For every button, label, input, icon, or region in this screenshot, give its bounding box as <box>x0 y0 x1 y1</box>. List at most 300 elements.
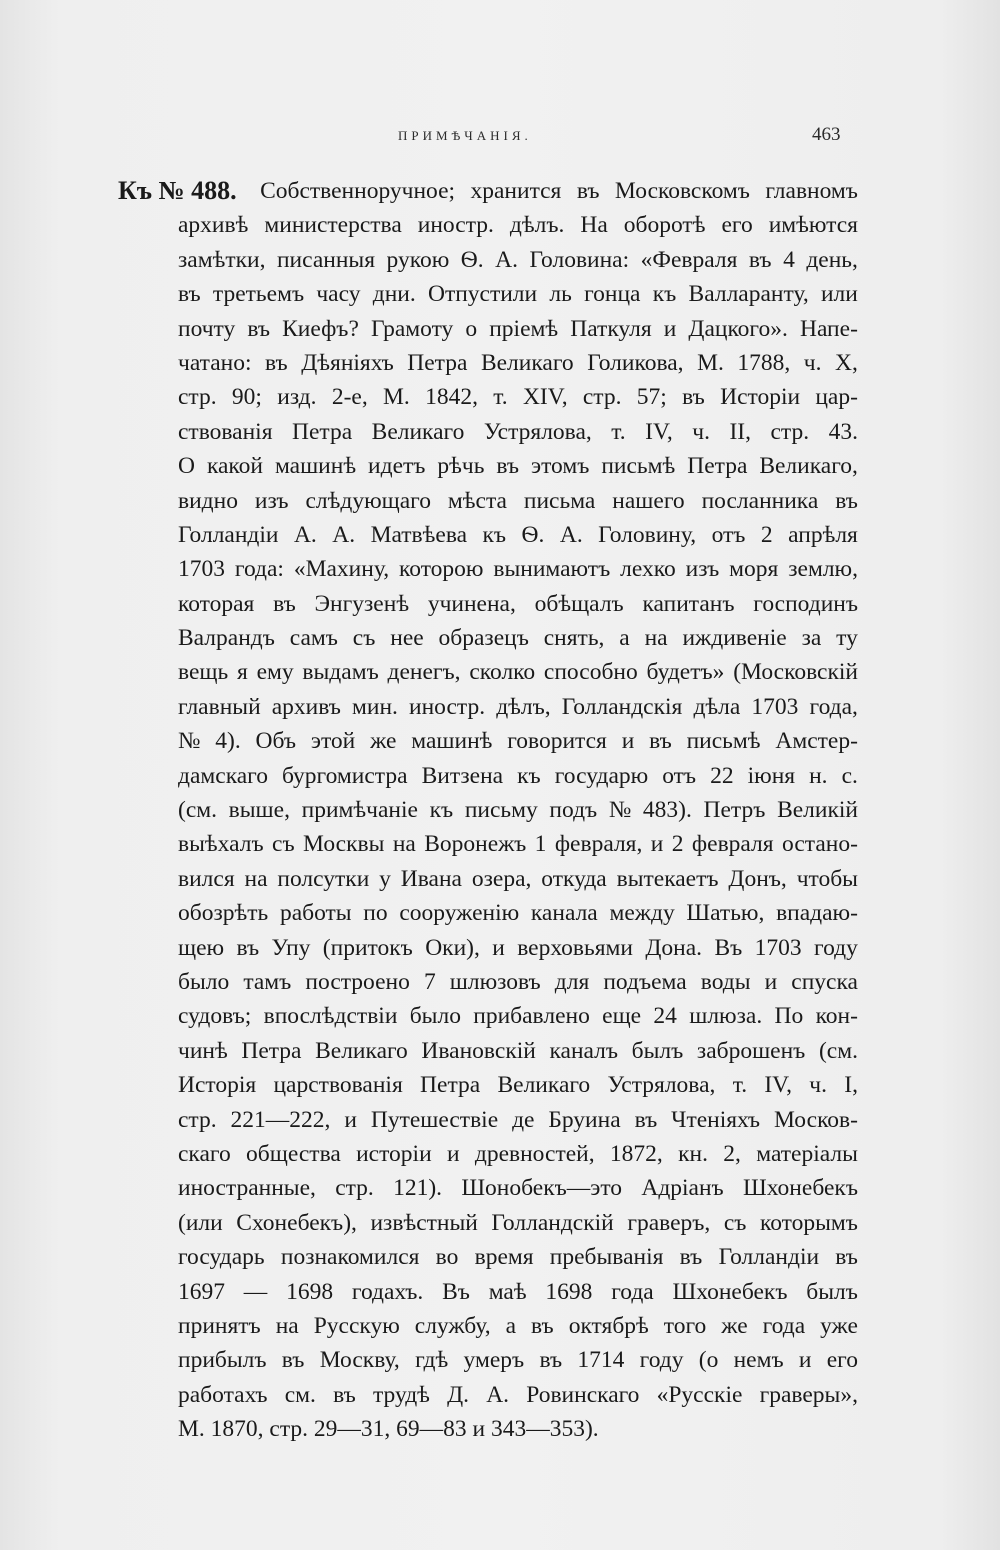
note-word: Отпустили <box>427 281 538 308</box>
note-word: 2-е, <box>331 384 368 411</box>
note-word: между <box>609 900 675 927</box>
note-word: ч. <box>692 418 710 445</box>
note-word: царствованія <box>273 1072 403 1099</box>
note-word: снять, <box>543 625 605 652</box>
note-word: рукою <box>386 246 450 273</box>
note-line <box>118 793 858 827</box>
note-word: стр. <box>582 384 622 411</box>
note-word: въ <box>649 728 672 755</box>
note-word: землю, <box>788 556 858 583</box>
note-word: Валрандъ <box>178 625 275 652</box>
note-word: къ <box>652 281 677 308</box>
note-word: трудѣ <box>372 1381 430 1408</box>
note-word: Голикова, <box>587 349 684 376</box>
note-word: Великаго, <box>759 453 858 480</box>
note-word: извѣстный <box>370 1209 478 1236</box>
note-word: машинѣ <box>411 728 493 755</box>
note-word: въ <box>835 1244 858 1271</box>
note-word: Ивановскій <box>421 1037 536 1064</box>
note-word: прибылъ <box>178 1347 267 1374</box>
page-number: 463 <box>812 124 841 145</box>
note-word: (или <box>178 1209 223 1236</box>
note-line <box>118 1240 858 1274</box>
note-word: было <box>409 1003 461 1030</box>
note-word: О <box>178 453 195 480</box>
note-word: въ <box>539 1347 563 1374</box>
note-word: чтобы <box>796 865 858 892</box>
note-line <box>118 380 858 414</box>
note-word: 1714 <box>577 1347 625 1374</box>
note-word: уже <box>820 1312 858 1339</box>
note-word: оборотѣ <box>623 212 706 239</box>
note-word: По <box>774 1003 804 1030</box>
note-word: Устрялова, <box>483 418 592 445</box>
note-word: посланника <box>701 487 819 514</box>
note-word: и <box>650 831 664 858</box>
note-line <box>118 1309 858 1343</box>
note-word: 1703 <box>754 934 802 961</box>
note-word: въ <box>634 1106 658 1133</box>
note-word: Устрялова, <box>607 1072 716 1099</box>
note-word: Д. <box>447 1381 470 1408</box>
note-word: день, <box>806 246 858 273</box>
note-word: ч. <box>803 349 822 376</box>
note-word: министерства <box>264 212 402 239</box>
note-word: Ровинскаго <box>526 1381 640 1408</box>
note-word: Дѣяніяхъ <box>301 349 394 376</box>
note-word: Голландскія <box>561 693 683 720</box>
note-word: будетъ» <box>646 659 725 686</box>
note-word: бургомистра <box>282 762 408 789</box>
note-word: чинѣ <box>178 1037 228 1064</box>
note-word: съ <box>723 1209 747 1236</box>
note-line <box>118 690 858 724</box>
note-word: А. <box>332 521 356 548</box>
page-header <box>0 124 1000 154</box>
note-word: года <box>762 1312 806 1339</box>
note-word: архивъ <box>271 693 341 720</box>
note-word: слѣдующаго <box>305 487 431 514</box>
note-word: въ <box>333 1381 356 1408</box>
note-word: Шонобекъ—это <box>461 1175 623 1202</box>
note-word: 4). <box>215 728 241 755</box>
note-word: въ <box>265 349 288 376</box>
note-word: А. <box>495 246 518 273</box>
note-line-text: М. 1870, стр. 29—31, 69—83 и 343—353). <box>178 1416 599 1443</box>
note-word: въ <box>682 384 705 411</box>
note-line <box>118 484 858 518</box>
note-word: IV, <box>764 1072 793 1099</box>
note-word: А. <box>559 521 583 548</box>
note-word: былъ <box>806 1278 858 1305</box>
note-word: годахъ. <box>351 1278 424 1305</box>
note-word: тамъ <box>243 968 292 995</box>
note-word: года: <box>234 556 284 583</box>
note-word: I, <box>844 1072 858 1099</box>
note-word: 57; <box>636 384 667 411</box>
note-word: дѣла <box>693 693 741 720</box>
note-word: къ <box>517 762 541 789</box>
note-word: и <box>663 315 677 342</box>
note-word: На <box>580 212 608 239</box>
note-word: 221—222, <box>230 1106 331 1133</box>
note-word: Петръ <box>703 797 766 824</box>
note-word: 1872, <box>609 1140 663 1167</box>
note-word: Паткуля <box>570 315 652 342</box>
note-line <box>118 449 858 483</box>
note-line <box>118 1171 858 1205</box>
note-word: былъ <box>631 1037 684 1064</box>
note-word: же <box>370 728 397 755</box>
note-word: капитанъ <box>642 590 735 617</box>
note-word: ствованія <box>178 418 273 445</box>
note-word: способно <box>543 659 638 686</box>
note-word: образецъ <box>438 625 529 652</box>
note-word: іюня <box>747 762 796 789</box>
note-word: 2 <box>760 521 773 548</box>
note-word: года <box>611 1278 654 1305</box>
note-word: вытекаетъ <box>616 865 719 892</box>
note-word: мѣста <box>447 487 507 514</box>
note-line <box>118 1412 858 1446</box>
note-word: самъ <box>289 625 338 652</box>
note-word: февраля <box>691 831 774 858</box>
note-line <box>118 1103 858 1137</box>
note-word: о <box>465 315 478 342</box>
note-line <box>118 1137 858 1171</box>
note-body <box>118 174 858 1446</box>
note-word: дѣлъ. <box>509 212 565 239</box>
note-word: пребыванія <box>549 1244 664 1271</box>
note-word: дѣлъ, <box>496 693 551 720</box>
note-word: 1697 <box>178 1278 225 1305</box>
note-word: у <box>379 865 391 892</box>
note-word: которою <box>399 556 484 583</box>
note-word: этой <box>310 728 356 755</box>
note-word: въ <box>496 453 520 480</box>
note-word: и <box>446 1140 460 1167</box>
note-word: какой <box>206 453 263 480</box>
note-word: съ <box>352 625 376 652</box>
note-word: немъ <box>733 1347 784 1374</box>
note-line <box>118 1034 858 1068</box>
note-line <box>118 1275 858 1309</box>
note-word: подъ <box>549 797 598 824</box>
note-word: которымъ <box>760 1209 858 1236</box>
note-word: древностей, <box>474 1140 595 1167</box>
note-word: хранится <box>470 178 562 204</box>
note-word: этомъ <box>531 453 590 480</box>
note-word: Бруина <box>548 1106 621 1133</box>
note-word: см. <box>284 1381 316 1408</box>
note-word: т. <box>732 1072 748 1099</box>
note-word: 43. <box>828 418 858 445</box>
note-word: въ <box>178 281 201 308</box>
note-line <box>118 346 858 380</box>
note-word: его <box>826 1347 858 1374</box>
note-word: шлюзовъ <box>449 968 541 995</box>
note-line <box>118 931 858 965</box>
note-word: сооруженію <box>399 900 520 927</box>
note-word: № <box>608 797 632 824</box>
note-word: рѣчь <box>437 453 485 480</box>
note-line <box>118 724 858 758</box>
note-word: Въ <box>714 934 743 961</box>
note-line <box>118 621 858 655</box>
note-word: судовъ; <box>178 1003 252 1030</box>
note-word: въ <box>679 1244 703 1271</box>
note-word: Витзена <box>421 762 504 789</box>
note-word: познакомился <box>280 1244 420 1271</box>
note-word: пріемѣ <box>489 315 559 342</box>
note-word: Чтеніяхъ <box>671 1106 761 1133</box>
note-line <box>118 277 858 311</box>
note-word: принятъ <box>178 1312 261 1339</box>
note-word: за <box>801 625 822 652</box>
note-word: Головина: <box>529 246 630 273</box>
note-word: умеръ <box>463 1347 525 1374</box>
note-word: видно <box>178 487 238 514</box>
note-word: Голландіи <box>718 1244 820 1271</box>
note-line <box>118 587 858 621</box>
note-word: озера, <box>471 865 532 892</box>
note-word: было <box>178 968 230 995</box>
note-line <box>118 243 858 277</box>
note-line <box>118 999 858 1033</box>
note-word: съ <box>272 831 295 858</box>
note-word: 121). <box>393 1175 443 1202</box>
note-word: каналъ <box>549 1037 619 1064</box>
note-word: Русскую <box>313 1312 400 1339</box>
note-word: во <box>435 1244 459 1271</box>
note-word: и <box>344 1106 357 1133</box>
note-word: Московскомъ <box>614 178 750 204</box>
note-word: иностр. <box>417 212 494 239</box>
note-word: и <box>492 934 505 961</box>
note-word: Напе- <box>799 315 858 342</box>
note-word: Петра <box>407 349 468 376</box>
note-line <box>118 965 858 999</box>
note-word: еще <box>602 1003 642 1030</box>
note-word: А. <box>293 521 317 548</box>
note-word: спуска <box>791 968 858 995</box>
note-word: въ <box>247 315 271 342</box>
note-word: обозрѣть <box>178 900 269 927</box>
note-word: письма <box>523 487 596 514</box>
note-word: полсутки <box>277 865 370 892</box>
note-word: Оки), <box>425 934 480 961</box>
note-line <box>118 655 858 689</box>
note-word: а <box>505 1312 517 1339</box>
note-word: Великаго <box>480 349 574 376</box>
note-word: ту <box>836 625 858 652</box>
running-head: ПРИМѢЧАНІЯ. <box>398 128 532 143</box>
note-word: верховьями <box>517 934 634 961</box>
note-word: 7 <box>423 968 436 995</box>
note-word: дамскаго <box>178 762 268 789</box>
note-word: 90; <box>231 384 262 411</box>
note-word: господинъ <box>753 590 858 617</box>
note-word: стр. <box>178 1106 217 1133</box>
note-word: иждивеніе <box>682 625 787 652</box>
note-word: письмѣ <box>601 453 676 480</box>
note-word: XIV, <box>522 384 568 411</box>
note-word: Ѳ. <box>521 521 545 548</box>
note-word: цар- <box>815 384 858 411</box>
note-word: главный <box>178 693 261 720</box>
note-word: X, <box>835 349 858 376</box>
note-word: въ <box>236 934 260 961</box>
note-word: письму <box>464 797 538 824</box>
note-line <box>118 1378 858 1412</box>
note-word: на <box>244 865 268 892</box>
note-word: Дона. <box>645 934 703 961</box>
note-word: Москвы <box>303 831 385 858</box>
note-word: изъ <box>685 556 720 583</box>
note-word: т. <box>611 418 626 445</box>
note-word: въ <box>576 178 600 204</box>
note-word: (притокъ <box>322 934 413 961</box>
note-word: Петра <box>687 453 748 480</box>
note-line <box>118 827 858 861</box>
note-word: обѣщалъ <box>534 590 624 617</box>
note-word: мин. <box>352 693 398 720</box>
note-word: ль <box>549 281 572 308</box>
note-word: отъ <box>711 521 746 548</box>
note-word: на <box>392 831 416 858</box>
note-word: работахъ <box>178 1381 268 1408</box>
note-word: 1703 <box>178 556 225 583</box>
note-word: Головину, <box>598 521 697 548</box>
note-word: Великаго <box>315 1037 408 1064</box>
note-line <box>118 552 858 586</box>
note-word: Объ <box>255 728 297 755</box>
note-word: канала <box>530 900 598 927</box>
note-word: щею <box>178 934 225 961</box>
note-word: примѣчаніе <box>301 797 418 824</box>
note-word: (о <box>698 1347 719 1374</box>
note-word: 22 <box>710 762 734 789</box>
note-word: н. <box>809 762 828 789</box>
note-word: Великаго <box>371 418 465 445</box>
note-word: выше, <box>228 797 290 824</box>
note-word: прибавлено <box>473 1003 590 1030</box>
note-word: государю <box>554 762 649 789</box>
note-word: говорится <box>507 728 607 755</box>
note-word: «Русскіе <box>656 1381 743 1408</box>
note-word: гдѣ <box>415 1347 449 1374</box>
note-word: работы <box>279 900 352 927</box>
note-word: для <box>554 968 590 995</box>
note-word: по <box>363 900 388 927</box>
note-word: общества <box>246 1140 341 1167</box>
note-word: стр. <box>178 384 217 411</box>
note-line <box>118 759 858 793</box>
note-word: 483). <box>642 797 692 824</box>
note-word: я <box>236 659 248 686</box>
note-word: Великаго <box>497 1072 591 1099</box>
note-word: кон- <box>815 1003 858 1030</box>
note-word: отъ <box>662 762 697 789</box>
note-word: Голландскій <box>491 1209 614 1236</box>
note-word: время <box>474 1244 534 1271</box>
note-word: Упу <box>271 934 311 961</box>
note-line <box>118 1343 858 1377</box>
note-word: Исторіи <box>720 384 801 411</box>
note-word: нее <box>390 625 424 652</box>
note-word: главномъ <box>765 178 858 204</box>
note-word: выдамъ <box>302 659 379 686</box>
note-word: Шхонебекъ <box>672 1278 788 1305</box>
note-word: къ <box>482 521 507 548</box>
note-word: октябрѣ <box>568 1312 649 1339</box>
note-word: с. <box>841 762 858 789</box>
note-word: подъема <box>603 968 687 995</box>
note-word: изд. <box>277 384 317 411</box>
note-line <box>118 174 858 208</box>
note-word: Въ <box>442 1278 470 1305</box>
note-word: того <box>663 1312 707 1339</box>
note-word: Шатью, <box>686 900 765 927</box>
note-word: и <box>621 728 635 755</box>
note-word: выѣхалъ <box>178 831 264 858</box>
note-word: третьемъ <box>212 281 305 308</box>
note-word: Петра <box>241 1037 302 1064</box>
note-word: Ивана <box>400 865 462 892</box>
note-line <box>118 208 858 242</box>
note-word: на <box>275 1312 299 1339</box>
note-line <box>118 862 858 896</box>
note-word: году <box>814 934 858 961</box>
note-word: или <box>820 281 858 308</box>
note-word: Дацкого». <box>688 315 788 342</box>
note-word: апрѣля <box>788 521 858 548</box>
note-word: его <box>721 212 753 239</box>
note-word: 2, <box>723 1140 741 1167</box>
note-word: Шхонебекъ <box>743 1175 858 1202</box>
note-word: матеріалы <box>756 1140 858 1167</box>
note-reference: Къ № 488. <box>118 176 237 205</box>
note-word: стр. <box>335 1175 374 1202</box>
note-word: Голландіи <box>178 521 279 548</box>
note-word: Донъ, <box>728 865 787 892</box>
note-word: къ <box>429 797 454 824</box>
note-word: шлюза. <box>689 1003 763 1030</box>
note-word: государь <box>178 1244 265 1271</box>
note-word: де <box>512 1106 535 1133</box>
note-word: 1842, <box>425 384 478 411</box>
note-word: Собственноручное; <box>260 178 456 204</box>
note-word: II, <box>729 418 751 445</box>
note-word: идетъ <box>368 453 426 480</box>
note-word: «Февраля <box>640 246 738 273</box>
note-word: дни. <box>372 281 416 308</box>
note-word: Путешествіе <box>370 1106 499 1133</box>
note-line <box>118 1068 858 1102</box>
note-word: М. <box>697 349 724 376</box>
note-word: кн. <box>678 1140 708 1167</box>
note-word: построено <box>305 968 410 995</box>
note-word: (Московскій <box>733 659 858 686</box>
note-word: моря <box>729 556 779 583</box>
note-word: архивѣ <box>178 212 249 239</box>
note-word: 1788, <box>737 349 791 376</box>
note-line <box>118 518 858 552</box>
note-word: откуда <box>541 865 607 892</box>
note-word: маѣ <box>488 1278 527 1305</box>
note-word: въ <box>835 487 858 514</box>
note-word: учинена, <box>427 590 516 617</box>
